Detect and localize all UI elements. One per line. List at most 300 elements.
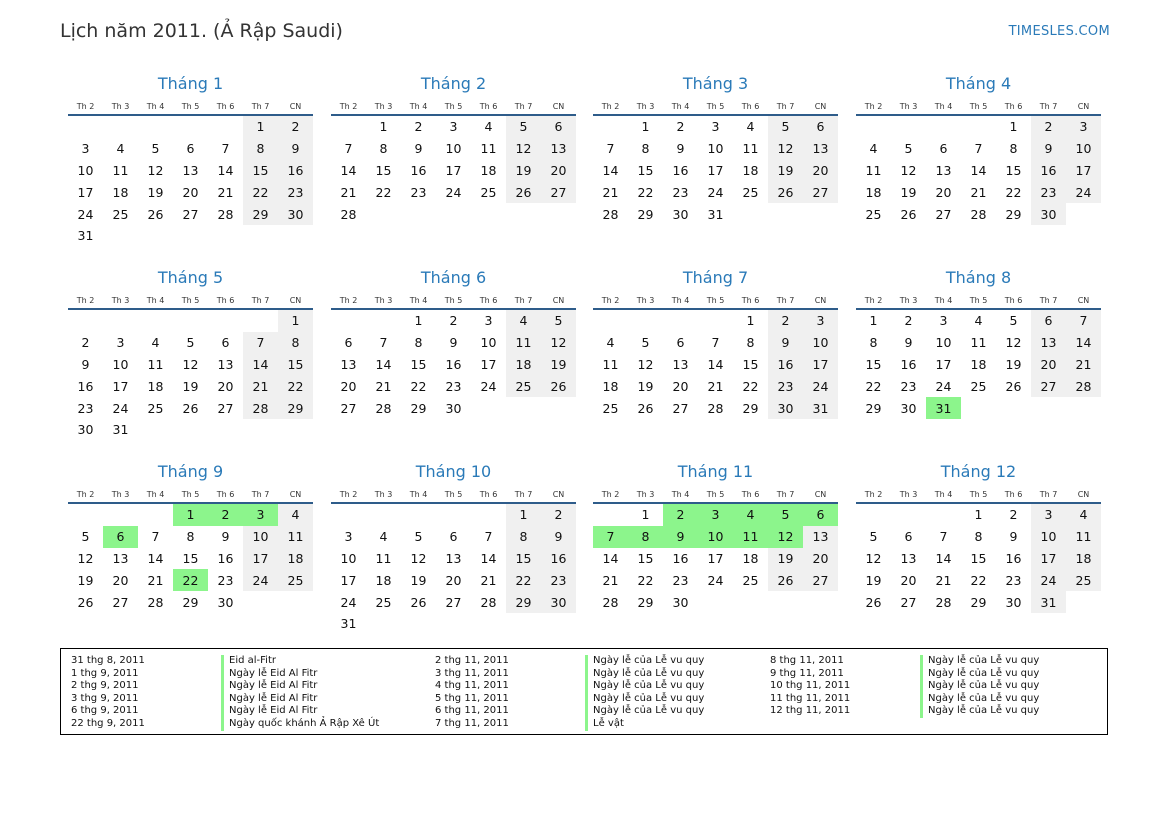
- day-cell: 28: [1066, 375, 1101, 397]
- day-cell: 6: [676, 335, 685, 351]
- day-cell: 6: [186, 141, 195, 157]
- day-cell: 21: [1066, 354, 1101, 376]
- day-cell: 13: [217, 356, 234, 372]
- weekday-header: Th 6: [471, 292, 506, 309]
- day-cell: 29: [865, 400, 882, 416]
- day-cell: 31: [926, 397, 961, 419]
- day-cell: 21: [217, 184, 234, 200]
- day-cell: 17: [340, 572, 357, 588]
- day-cell: 14: [147, 550, 164, 566]
- day-cell: 27: [541, 181, 576, 203]
- day-cell: 1: [278, 309, 313, 332]
- empty-cell: [436, 613, 471, 635]
- weekday-header: Th 5: [698, 98, 733, 115]
- day-cell: 10: [1031, 526, 1066, 548]
- month-grid: [68, 98, 313, 247]
- day-cell: 10: [480, 335, 497, 351]
- day-cell: 22: [506, 569, 541, 591]
- day-cell: 30: [278, 203, 313, 225]
- day-cell: 13: [935, 162, 952, 178]
- day-cell: 15: [375, 162, 392, 178]
- day-cell: 22: [278, 375, 313, 397]
- legend-holiday-name: Ngày lễ Eid Al Fitr: [221, 705, 317, 718]
- day-cell: 26: [506, 181, 541, 203]
- day-cell: 14: [375, 356, 392, 372]
- day-cell: 30: [900, 400, 917, 416]
- day-cell: 29: [637, 594, 654, 610]
- day-cell: 1: [506, 503, 541, 526]
- day-cell: 14: [602, 162, 619, 178]
- weekday-header: Th 7: [768, 292, 803, 309]
- legend-holiday-name: Ngày lễ của Lễ vu quy: [585, 705, 704, 718]
- day-cell: 6: [221, 335, 230, 351]
- empty-cell: [173, 225, 208, 247]
- day-cell: 4: [1066, 503, 1101, 526]
- day-cell: 15: [506, 548, 541, 570]
- day-cell: 26: [637, 400, 654, 416]
- weekday-header: CN: [803, 486, 838, 503]
- empty-cell: [243, 419, 278, 441]
- day-cell: 29: [410, 400, 427, 416]
- day-cell: 12: [77, 550, 94, 566]
- day-cell: 18: [1066, 548, 1101, 570]
- empty-cell: [208, 115, 243, 138]
- day-cell: 18: [375, 572, 392, 588]
- day-cell: 21: [707, 378, 724, 394]
- day-cell: 29: [970, 594, 987, 610]
- day-cell: 14: [707, 356, 724, 372]
- empty-cell: [173, 309, 208, 332]
- day-cell: 16: [900, 356, 917, 372]
- month-7: [593, 267, 838, 419]
- day-cell: 20: [1031, 354, 1066, 376]
- day-cell: 24: [1066, 181, 1101, 203]
- day-cell: 17: [1066, 160, 1101, 182]
- day-cell: 27: [672, 400, 689, 416]
- day-cell: 15: [182, 550, 199, 566]
- day-cell: 12: [637, 356, 654, 372]
- day-cell: 14: [480, 550, 497, 566]
- weekday-header: Th 3: [891, 98, 926, 115]
- weekday-header: Th 5: [961, 292, 996, 309]
- day-cell: 13: [541, 138, 576, 160]
- day-cell: 24: [243, 569, 278, 591]
- day-cell: 27: [935, 206, 952, 222]
- day-cell: 19: [768, 548, 803, 570]
- weekday-header: Th 6: [733, 98, 768, 115]
- empty-cell: [926, 115, 961, 138]
- day-cell: 10: [77, 162, 94, 178]
- day-cell: 8: [506, 526, 541, 548]
- day-cell: 23: [1005, 572, 1022, 588]
- day-cell: 10: [935, 335, 952, 351]
- empty-cell: [593, 115, 628, 138]
- day-cell: 29: [506, 591, 541, 613]
- legend-date: 8 thg 11, 2011: [770, 655, 844, 666]
- weekday-header: Th 7: [1031, 292, 1066, 309]
- day-cell: 2: [676, 119, 685, 135]
- empty-cell: [506, 203, 541, 225]
- empty-cell: [208, 419, 243, 441]
- weekday-header: Th 2: [593, 486, 628, 503]
- day-cell: 23: [768, 375, 803, 397]
- day-cell: 19: [182, 378, 199, 394]
- weekday-header: Th 3: [366, 98, 401, 115]
- day-cell: 15: [742, 356, 759, 372]
- weekday-header: Th 2: [331, 486, 366, 503]
- weekday-header: Th 7: [506, 292, 541, 309]
- day-cell: 30: [672, 206, 689, 222]
- day-cell: 7: [711, 335, 720, 351]
- day-cell: 12: [410, 550, 427, 566]
- day-cell: 28: [340, 206, 357, 222]
- day-cell: 13: [112, 550, 129, 566]
- day-cell: 19: [541, 354, 576, 376]
- legend-holiday-name: Ngày quốc khánh Ả Rập Xê Út: [221, 718, 379, 731]
- empty-cell: [856, 503, 891, 526]
- day-cell: 18: [865, 184, 882, 200]
- empty-cell: [366, 613, 401, 635]
- weekday-header: Th 4: [926, 98, 961, 115]
- day-cell: 20: [445, 572, 462, 588]
- legend-date: 9 thg 11, 2011: [770, 667, 844, 679]
- weekday-header: Th 4: [663, 486, 698, 503]
- weekday-header: Th 6: [996, 486, 1031, 503]
- weekday-header: Th 6: [733, 486, 768, 503]
- day-cell: 13: [1031, 332, 1066, 354]
- empty-cell: [331, 309, 366, 332]
- day-cell: 31: [112, 422, 129, 438]
- day-cell: 16: [410, 162, 427, 178]
- day-cell: 1: [641, 119, 650, 135]
- month-title: Tháng 9: [157, 462, 224, 481]
- empty-cell: [628, 309, 663, 332]
- weekday-header: Th 7: [243, 486, 278, 503]
- day-cell: 26: [410, 594, 427, 610]
- day-cell: 24: [707, 572, 724, 588]
- empty-cell: [471, 503, 506, 526]
- day-cell: 3: [449, 119, 458, 135]
- weekday-header: CN: [1066, 486, 1101, 503]
- day-cell: 18: [147, 378, 164, 394]
- month-10: [331, 461, 576, 635]
- day-cell: 19: [900, 184, 917, 200]
- month-title: Tháng 2: [420, 74, 487, 93]
- weekday-header: Th 2: [856, 486, 891, 503]
- day-cell: 7: [484, 529, 493, 545]
- day-cell: 31: [340, 616, 357, 632]
- day-cell: 27: [445, 594, 462, 610]
- weekday-header: Th 7: [243, 98, 278, 115]
- day-cell: 31: [707, 206, 724, 222]
- day-cell: 4: [733, 503, 768, 526]
- day-cell: 5: [81, 529, 90, 545]
- empty-cell: [593, 309, 628, 332]
- weekday-header: CN: [278, 292, 313, 309]
- day-cell: 9: [676, 141, 685, 157]
- day-cell: 19: [147, 184, 164, 200]
- legend-holiday-name: Ngày lễ của Lễ vu quy: [920, 680, 1039, 693]
- day-cell: 23: [77, 400, 94, 416]
- day-cell: 10: [243, 526, 278, 548]
- legend-holiday-name: Ngày lễ của Lễ vu quy: [920, 655, 1039, 668]
- day-cell: 2: [1031, 115, 1066, 138]
- empty-cell: [1066, 591, 1101, 613]
- day-cell: 9: [1009, 529, 1018, 545]
- weekday-header: CN: [803, 98, 838, 115]
- legend-date: 2 thg 9, 2011: [71, 680, 139, 692]
- day-cell: 6: [1031, 309, 1066, 332]
- legend-holiday-name: Ngày lễ của Lễ vu quy: [920, 668, 1039, 681]
- day-cell: 10: [803, 332, 838, 354]
- empty-cell: [733, 591, 768, 613]
- day-cell: 26: [900, 206, 917, 222]
- day-cell: 13: [900, 550, 917, 566]
- day-cell: 1: [414, 313, 423, 329]
- day-cell: 3: [1031, 503, 1066, 526]
- day-cell: 26: [768, 181, 803, 203]
- day-cell: 29: [742, 400, 759, 416]
- day-cell: 8: [974, 529, 983, 545]
- site-link[interactable]: TIMESLES.COM: [1008, 24, 1110, 39]
- day-cell: 18: [970, 356, 987, 372]
- day-cell: 11: [602, 356, 619, 372]
- day-cell: 5: [414, 529, 423, 545]
- day-cell: 16: [1005, 550, 1022, 566]
- day-cell: 23: [672, 572, 689, 588]
- day-cell: 25: [602, 400, 619, 416]
- day-cell: 10: [445, 141, 462, 157]
- legend-item: [71, 655, 379, 668]
- day-cell: 12: [541, 332, 576, 354]
- day-cell: 20: [112, 572, 129, 588]
- empty-cell: [891, 115, 926, 138]
- month-1: [68, 73, 313, 247]
- month-grid: [856, 292, 1101, 419]
- weekday-header: Th 7: [768, 98, 803, 115]
- day-cell: 24: [112, 400, 129, 416]
- day-cell: 10: [340, 550, 357, 566]
- day-cell: 18: [278, 548, 313, 570]
- day-cell: 16: [672, 550, 689, 566]
- day-cell: 11: [1066, 526, 1101, 548]
- day-cell: 28: [243, 397, 278, 419]
- day-cell: 23: [672, 184, 689, 200]
- empty-cell: [541, 203, 576, 225]
- empty-cell: [68, 309, 103, 332]
- day-cell: 28: [935, 594, 952, 610]
- weekday-header: Th 7: [1031, 486, 1066, 503]
- legend-item: [435, 668, 704, 681]
- legend-date: 22 thg 9, 2011: [71, 717, 145, 729]
- day-cell: 21: [602, 572, 619, 588]
- day-cell: 25: [375, 594, 392, 610]
- day-cell: 20: [803, 548, 838, 570]
- weekday-header: Th 5: [436, 486, 471, 503]
- day-cell: 11: [970, 335, 987, 351]
- empty-cell: [401, 203, 436, 225]
- day-cell: 12: [1005, 335, 1022, 351]
- weekday-header: Th 4: [138, 98, 173, 115]
- day-cell: 17: [707, 162, 724, 178]
- day-cell: 29: [278, 397, 313, 419]
- empty-cell: [366, 503, 401, 526]
- day-cell: 10: [112, 356, 129, 372]
- day-cell: 21: [243, 375, 278, 397]
- empty-cell: [331, 503, 366, 526]
- legend-item: [71, 680, 379, 693]
- day-cell: 14: [970, 162, 987, 178]
- day-cell: 29: [637, 206, 654, 222]
- day-cell: 7: [1066, 309, 1101, 332]
- day-cell: 9: [221, 529, 230, 545]
- day-cell: 31: [1031, 591, 1066, 613]
- day-cell: 15: [637, 550, 654, 566]
- day-cell: 26: [182, 400, 199, 416]
- day-cell: 25: [278, 569, 313, 591]
- day-cell: 6: [904, 529, 913, 545]
- day-cell: 22: [1005, 184, 1022, 200]
- day-cell: 4: [278, 503, 313, 526]
- weekday-header: CN: [541, 98, 576, 115]
- month-grid: [331, 486, 576, 635]
- day-cell: 12: [768, 526, 803, 548]
- month-grid: [68, 292, 313, 441]
- month-4: [856, 73, 1101, 225]
- legend-item: [770, 680, 1039, 693]
- day-cell: 9: [768, 332, 803, 354]
- day-cell: 20: [935, 184, 952, 200]
- month-2: [331, 73, 576, 225]
- empty-cell: [698, 591, 733, 613]
- legend-holiday-name: Ngày lễ của Lễ vu quy: [585, 655, 704, 668]
- day-cell: 5: [1009, 313, 1018, 329]
- day-cell: 27: [803, 181, 838, 203]
- day-cell: 30: [1005, 594, 1022, 610]
- month-title: Tháng 6: [420, 268, 487, 287]
- weekday-header: Th 7: [1031, 98, 1066, 115]
- day-cell: 5: [768, 503, 803, 526]
- day-cell: 2: [449, 313, 458, 329]
- day-cell: 6: [103, 526, 138, 548]
- weekday-header: Th 2: [856, 98, 891, 115]
- weekday-header: Th 7: [506, 486, 541, 503]
- empty-cell: [1066, 203, 1101, 225]
- legend-item: [770, 655, 1039, 668]
- day-cell: 13: [445, 550, 462, 566]
- day-cell: 5: [641, 335, 650, 351]
- day-cell: 24: [1031, 569, 1066, 591]
- weekday-header: Th 5: [173, 98, 208, 115]
- day-cell: 8: [278, 332, 313, 354]
- day-cell: 19: [768, 160, 803, 182]
- day-cell: 14: [602, 550, 619, 566]
- day-cell: 29: [182, 594, 199, 610]
- weekday-header: Th 5: [698, 486, 733, 503]
- empty-cell: [926, 503, 961, 526]
- day-cell: 15: [278, 354, 313, 376]
- legend-item: [71, 718, 379, 731]
- day-cell: 17: [935, 356, 952, 372]
- day-cell: 8: [869, 335, 878, 351]
- day-cell: 11: [865, 162, 882, 178]
- day-cell: 7: [593, 526, 628, 548]
- empty-cell: [138, 503, 173, 526]
- month-title: Tháng 5: [157, 268, 224, 287]
- weekday-header: Th 7: [506, 98, 541, 115]
- day-cell: 21: [970, 184, 987, 200]
- empty-cell: [698, 309, 733, 332]
- weekday-header: Th 6: [996, 98, 1031, 115]
- empty-cell: [541, 397, 576, 419]
- day-cell: 15: [1005, 162, 1022, 178]
- day-cell: 24: [445, 184, 462, 200]
- day-cell: 22: [970, 572, 987, 588]
- weekday-header: Th 3: [628, 486, 663, 503]
- empty-cell: [401, 503, 436, 526]
- weekday-header: Th 4: [663, 98, 698, 115]
- month-title: Tháng 1: [157, 74, 224, 93]
- month-5: [68, 267, 313, 441]
- day-cell: 30: [768, 397, 803, 419]
- day-cell: 30: [217, 594, 234, 610]
- weekday-header: CN: [1066, 98, 1101, 115]
- empty-cell: [138, 115, 173, 138]
- day-cell: 27: [340, 400, 357, 416]
- legend-item: [770, 668, 1039, 681]
- day-cell: 3: [698, 503, 733, 526]
- day-cell: 19: [865, 572, 882, 588]
- empty-cell: [208, 309, 243, 332]
- day-cell: 11: [147, 356, 164, 372]
- day-cell: 14: [243, 354, 278, 376]
- day-cell: 9: [663, 526, 698, 548]
- month-grid: [593, 98, 838, 225]
- day-cell: 13: [803, 526, 838, 548]
- day-cell: 27: [182, 206, 199, 222]
- weekday-header: Th 2: [68, 98, 103, 115]
- day-cell: 31: [803, 397, 838, 419]
- day-cell: 15: [410, 356, 427, 372]
- weekday-header: Th 2: [593, 98, 628, 115]
- day-cell: 23: [541, 569, 576, 591]
- legend-date: 31 thg 8, 2011: [71, 655, 145, 666]
- day-cell: 20: [900, 572, 917, 588]
- legend-column: [435, 655, 704, 731]
- day-cell: 26: [147, 206, 164, 222]
- weekday-header: CN: [803, 292, 838, 309]
- weekday-header: Th 2: [331, 98, 366, 115]
- month-title: Tháng 10: [415, 462, 492, 481]
- day-cell: 18: [506, 354, 541, 376]
- day-cell: 2: [208, 503, 243, 526]
- day-cell: 15: [637, 162, 654, 178]
- day-cell: 15: [865, 356, 882, 372]
- day-cell: 20: [541, 160, 576, 182]
- day-cell: 28: [480, 594, 497, 610]
- day-cell: 16: [541, 548, 576, 570]
- day-cell: 3: [344, 529, 353, 545]
- day-cell: 21: [480, 572, 497, 588]
- day-cell: 17: [112, 378, 129, 394]
- legend-holiday-name: Lễ vật: [585, 718, 624, 731]
- day-cell: 2: [768, 309, 803, 332]
- day-cell: 25: [742, 572, 759, 588]
- empty-cell: [103, 309, 138, 332]
- day-cell: 22: [865, 378, 882, 394]
- day-cell: 6: [939, 141, 948, 157]
- day-cell: 11: [733, 526, 768, 548]
